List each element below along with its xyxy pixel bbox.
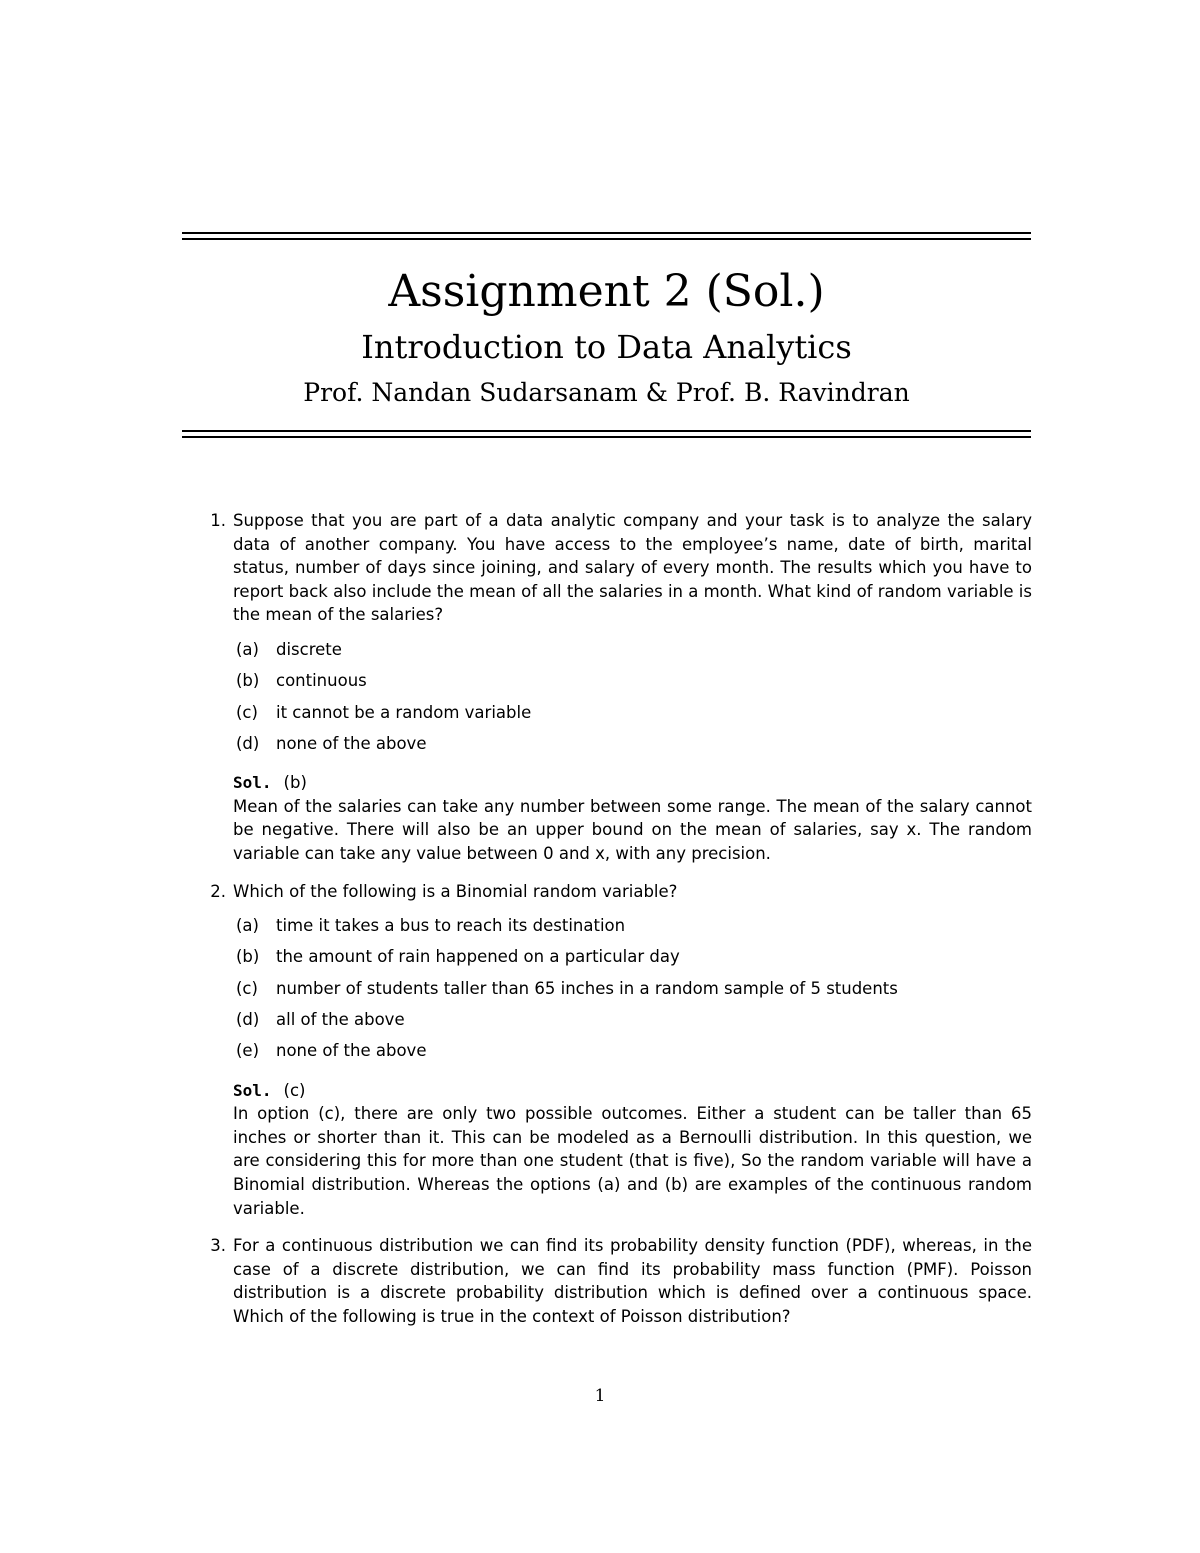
title-block	[182, 262, 1031, 410]
course-title: Introduction to Data Analytics	[361, 328, 852, 366]
option-text: continuous	[276, 671, 367, 691]
option-text: it cannot be a random variable	[276, 702, 532, 722]
option-c	[233, 977, 1032, 1008]
option-text: discrete	[276, 639, 342, 659]
options-list	[233, 914, 1032, 1070]
option-label: (d)	[236, 733, 260, 753]
options-list	[233, 638, 1032, 763]
question-number: 2.	[210, 881, 226, 901]
authors: Prof. Nandan Sudarsanam & Prof. B. Ravindran	[303, 378, 910, 407]
question-3	[200, 1234, 1032, 1328]
question-text: Which of the following is a Binomial random variable?	[233, 881, 678, 901]
solution-answer: (b)	[283, 773, 307, 793]
option-e	[233, 1039, 1032, 1070]
solution-answer: (c)	[283, 1080, 306, 1100]
option-a	[233, 914, 1032, 945]
option-text: number of students taller than 65 inches in a random sample of 5 students	[276, 978, 898, 998]
question-text: For a continuous distribution we can find its probability density function (PDF), whereas, in the case of a discrete distribution, we can find its probability mass function (PMF). Poisson distribution is a discrete probability distribution which is defined over a continuous space. Which of the following is true in the context of Poisson distribution?	[233, 1236, 1032, 1326]
option-b	[233, 669, 1032, 700]
option-text: none of the above	[276, 733, 427, 753]
option-text: all of the above	[276, 1010, 405, 1030]
option-label: (e)	[236, 1041, 260, 1061]
option-label: (b)	[236, 671, 260, 691]
option-label: (a)	[236, 916, 259, 936]
questions-list	[200, 509, 1032, 1339]
option-b	[233, 945, 1032, 976]
top-rule-1	[182, 232, 1031, 234]
question-number: 1.	[210, 511, 226, 530]
option-d	[233, 732, 1032, 763]
option-d	[233, 1008, 1032, 1039]
option-label: (a)	[236, 639, 259, 659]
option-text: the amount of rain happened on a particular day	[276, 947, 680, 967]
option-text: none of the above	[276, 1041, 427, 1061]
bottom-rule-2	[182, 436, 1031, 438]
option-label: (d)	[236, 1010, 260, 1030]
question-number: 3.	[210, 1236, 226, 1256]
solution	[233, 1079, 1032, 1221]
page-number: 1	[594, 1386, 606, 1406]
option-label: (b)	[236, 947, 260, 967]
option-a	[233, 638, 1032, 669]
page-title: Assignment 2 (Sol.)	[388, 266, 825, 317]
option-label: (c)	[236, 702, 258, 722]
solution-text: In option (c), there are only two possible outcomes. Either a student can be taller than 65 inches or shorter than it. This can be modeled as a Bernoulli distribution. In this question, we are considering this for more than one student (that is five), So the random variable will have a Binomial distribution. Whereas the options (a) and (b) are examples of the continuous random variable.	[233, 1104, 1032, 1218]
option-c	[233, 701, 1032, 732]
solution-label: Sol.	[233, 1080, 272, 1100]
solution-label: Sol.	[233, 773, 272, 793]
option-label: (c)	[236, 978, 258, 998]
solution-text: Mean of the salaries can take any number between some range. The mean of the salary cannot be negative. There will also be an upper bound on the mean of salaries, say x. The random variable can take any value between 0 and x, with any precision.	[233, 796, 1032, 863]
solution	[233, 771, 1032, 865]
question-2	[200, 880, 1032, 1221]
question-text: Suppose that you are part of a data analytic company and your task is to analyze the salary data of another company. You have access to the employee’s name, date of birth, marital status, number of days since joining, and salary of every month. The results which you have to report back also include the mean of all the salaries in a month. What kind of random variable is the mean of the salaries?	[233, 511, 1032, 625]
top-rule-2	[182, 238, 1031, 240]
option-text: time it takes a bus to reach its destination	[276, 916, 626, 936]
bottom-rule-1	[182, 430, 1031, 432]
question-1	[200, 509, 1032, 866]
